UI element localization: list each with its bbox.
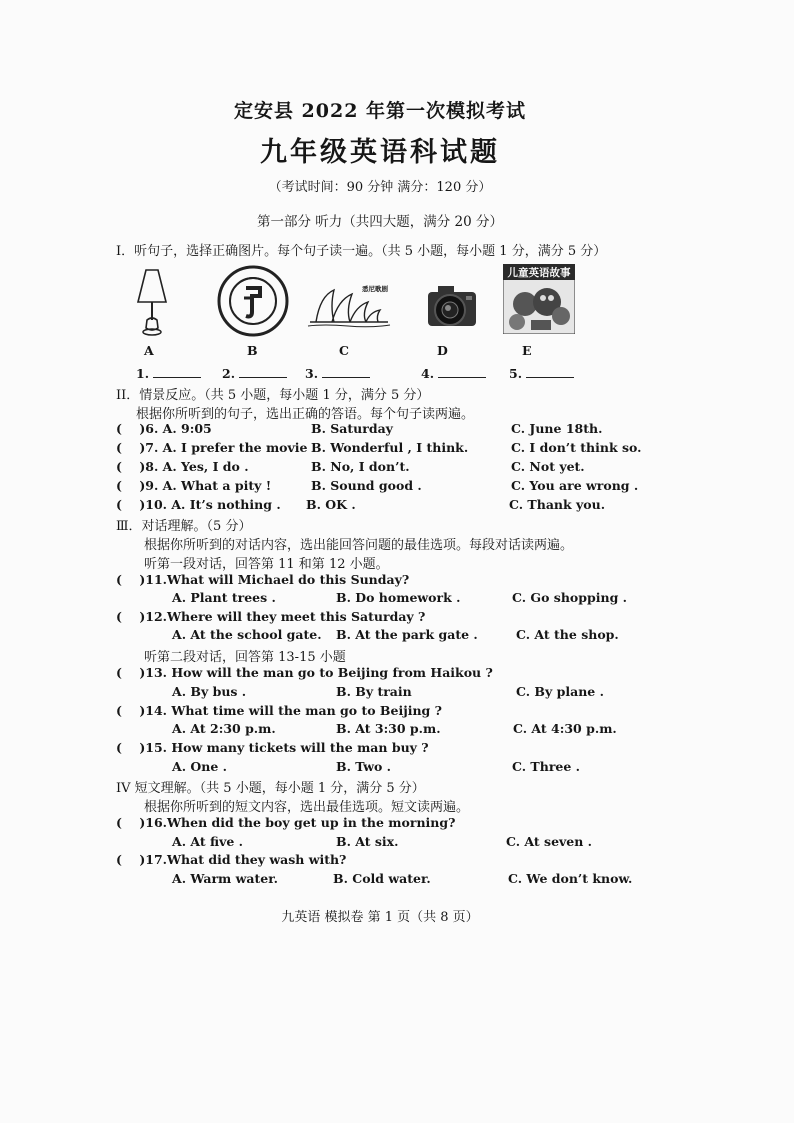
section4-title: IV 短文理解。（共 5 小题，每小题 1 分，满分 5 分） xyxy=(116,781,425,796)
option-7-b: B. Wonderful , I think. xyxy=(311,440,469,455)
option-17-c: C. We don’t know. xyxy=(508,871,633,886)
option-10-b: B. OK . xyxy=(306,497,356,512)
question-6: ( )6. A. 9:05 xyxy=(116,421,212,436)
option-6-c: C. June 18th. xyxy=(511,421,603,436)
answer-blank-2[interactable]: 2. xyxy=(222,365,287,381)
logo-seal-icon xyxy=(216,264,290,338)
option-13-c: C. By plane . xyxy=(516,684,604,699)
question-13: ( )13. How will the man go to Beijing from Haikou ? xyxy=(116,665,493,680)
option-9-c: C. You are wrong . xyxy=(511,478,639,493)
section2-instruction: 根据你所听到的句子，选出正确的答语。每个句子读两遍。 xyxy=(136,407,475,422)
option-16-c: C. At seven . xyxy=(506,834,593,849)
option-16-b: B. At six. xyxy=(336,834,399,849)
picture-label-d: D xyxy=(437,343,448,358)
picture-c-caption: 悉尼歌剧 xyxy=(362,285,388,293)
subject-title: 九年级英语科试题 xyxy=(260,137,500,168)
picture-label-e: E xyxy=(522,343,532,358)
question-11: ( )11.What will Michael do this Sunday? xyxy=(116,572,410,587)
option-15-b: B. Two . xyxy=(336,759,391,774)
dialog2-instruction: 听第二段对话，回答第 13-15 小题 xyxy=(144,650,346,665)
section2-title: II．情景反应。（共 5 小题，每小题 1 分，满分 5 分） xyxy=(116,388,430,403)
section3-title: Ⅲ．对话理解。（5 分） xyxy=(116,519,252,534)
option-17-a: A. Warm water. xyxy=(172,871,278,886)
answer-blank-1[interactable]: 1. xyxy=(136,365,201,381)
option-11-a: A. Plant trees . xyxy=(172,590,276,605)
exam-title: 定安县 2022 年第一次模拟考试 xyxy=(233,100,527,122)
question-16: ( )16.When did the boy get up in the morning? xyxy=(116,815,456,830)
question-15: ( )15. How many tickets will the man buy ? xyxy=(116,740,429,755)
answer-blank-5[interactable]: 5. xyxy=(509,365,574,381)
dialog1-instruction: 听第一段对话，回答第 11 和第 12 小题。 xyxy=(144,557,389,572)
option-14-a: A. At 2:30 p.m. xyxy=(172,721,276,736)
option-12-a: A. At the school gate. xyxy=(172,627,322,642)
picture-label-a: A xyxy=(144,343,154,358)
answer-blank-4[interactable]: 4. xyxy=(421,365,486,381)
option-7-c: C. I don’t think so. xyxy=(511,440,642,455)
part-title: 第一部分 听力（共四大题，满分 20 分） xyxy=(256,214,504,230)
option-11-b: B. Do homework . xyxy=(336,590,461,605)
option-14-c: C. At 4:30 p.m. xyxy=(513,721,617,736)
picture-label-b: B xyxy=(247,343,258,358)
option-16-a: A. At five . xyxy=(172,834,244,849)
option-12-b: B. At the park gate . xyxy=(336,627,478,642)
option-8-c: C. Not yet. xyxy=(511,459,585,474)
option-6-b: B. Saturday xyxy=(311,421,393,436)
picture-e-caption: 儿童英语故事 xyxy=(507,267,571,279)
option-9-b: B. Sound good . xyxy=(311,478,422,493)
option-17-b: B. Cold water. xyxy=(333,871,431,886)
camera-icon xyxy=(424,280,480,334)
question-17: ( )17.What did they wash with? xyxy=(116,852,347,867)
question-14: ( )14. What time will the man go to Beijing ? xyxy=(116,703,442,718)
question-9: ( )9. A. What a pity ! xyxy=(116,478,272,493)
picture-label-c: C xyxy=(339,343,349,358)
option-14-b: B. At 3:30 p.m. xyxy=(336,721,441,736)
option-10-c: C. Thank you. xyxy=(509,497,606,512)
question-8: ( )8. A. Yes, I do . xyxy=(116,459,249,474)
option-11-c: C. Go shopping . xyxy=(512,590,628,605)
option-13-a: A. By bus . xyxy=(172,684,247,699)
option-15-a: A. One . xyxy=(172,759,228,774)
option-13-b: B. By train xyxy=(336,684,412,699)
question-12: ( )12.Where will they meet this Saturday ? xyxy=(116,609,426,624)
page-footer: 九英语 模拟卷 第 1 页（共 8 页） xyxy=(281,910,479,925)
section1-title: I．听句子，选择正确图片。每个句子读一遍。（共 5 小题，每小题 1 分，满分 5 分） xyxy=(116,244,607,259)
question-10: ( )10. A. It’s nothing . xyxy=(116,497,281,512)
question-7: ( )7. A. I prefer the movie . xyxy=(116,440,317,455)
lamp-icon xyxy=(132,266,174,338)
exam-info: （考试时间：90 分钟 满分：120 分） xyxy=(268,180,492,195)
section4-instruction: 根据你所听到的短文内容，选出最佳选项。短文读两遍。 xyxy=(144,800,470,815)
option-8-b: B. No, I don’t. xyxy=(311,459,410,474)
option-12-c: C. At the shop. xyxy=(516,627,619,642)
section3-instruction: 根据你所听到的对话内容，选出能回答问题的最佳选项。每段对话读两遍。 xyxy=(144,538,574,553)
option-15-c: C. Three . xyxy=(512,759,581,774)
answer-blank-3[interactable]: 3. xyxy=(305,365,370,381)
